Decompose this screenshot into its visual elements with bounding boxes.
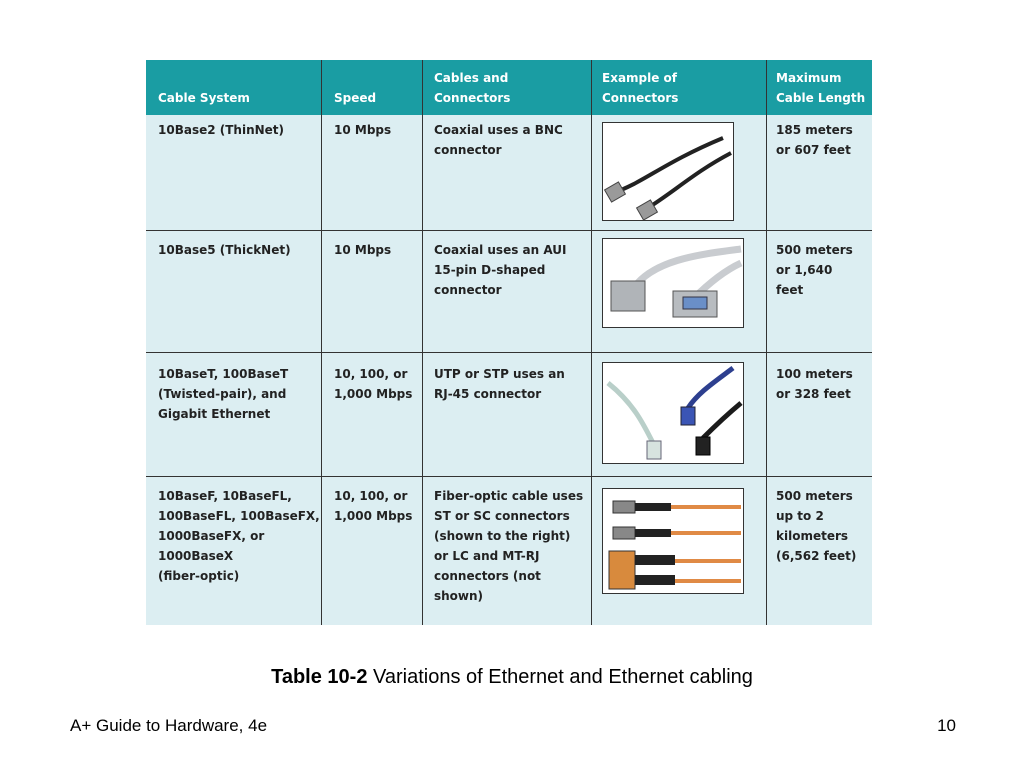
aui-cable-image xyxy=(602,238,744,328)
rj45-cable-image xyxy=(602,362,744,464)
ethernet-table xyxy=(146,60,872,625)
row1-speed: 10 Mbps xyxy=(334,123,392,137)
caption-text: Variations of Ethernet and Ethernet cabling xyxy=(367,666,753,688)
row3-cables: UTP or STP uses an RJ-45 connector xyxy=(434,367,565,401)
header-speed: Speed xyxy=(334,91,377,105)
row-divider xyxy=(146,476,872,477)
header-max-length: Maximum Cable Length xyxy=(776,71,866,105)
row2-speed: 10 Mbps xyxy=(334,243,392,257)
fiber-optic-cable-image xyxy=(602,488,744,594)
caption-label: Table 10-2 xyxy=(271,666,368,688)
row3-speed: 10, 100, or 1,000 Mbps xyxy=(334,367,413,401)
header-cable-system: Cable System xyxy=(158,91,250,105)
row4-cables: Fiber-optic cable uses ST or SC connectors (shown to the right) or LC and MT-RJ connectors (not shown) xyxy=(434,489,584,603)
row1-length: 185 meters or 607 feet xyxy=(776,123,853,157)
column-divider xyxy=(591,60,592,625)
header-example: Example of Connectors xyxy=(602,71,679,105)
page-number: 10 xyxy=(937,716,956,735)
row4-length: 500 meters up to 2 kilometers (6,562 feet) xyxy=(776,489,857,563)
bnc-coax-image xyxy=(602,122,734,221)
row-divider xyxy=(146,230,872,231)
row2-system: 10Base5 (ThickNet) xyxy=(158,243,291,257)
column-divider xyxy=(422,60,423,625)
column-divider xyxy=(321,60,322,625)
row4-speed: 10, 100, or 1,000 Mbps xyxy=(334,489,413,523)
row2-length: 500 meters or 1,640 feet xyxy=(776,243,853,297)
header-cables-connectors: Cables and Connectors xyxy=(434,71,511,105)
column-divider xyxy=(766,60,767,625)
row2-cables: Coaxial uses an AUI 15-pin D-shaped connector xyxy=(434,243,567,297)
row4-system: 10BaseF, 10BaseFL, 100BaseFL, 100BaseFX, 1000BaseFX, or 1000BaseX (fiber-optic) xyxy=(158,489,320,583)
row3-length: 100 meters or 328 feet xyxy=(776,367,853,401)
row1-system: 10Base2 (ThinNet) xyxy=(158,123,285,137)
row-divider xyxy=(146,352,872,353)
row1-cables: Coaxial uses a BNC connector xyxy=(434,123,563,157)
row3-system: 10BaseT, 100BaseT (Twisted-pair), and Gigabit Ethernet xyxy=(158,367,289,421)
footer-book-title: A+ Guide to Hardware, 4e xyxy=(70,716,268,735)
table-header xyxy=(146,60,872,115)
table-caption xyxy=(0,666,1024,689)
